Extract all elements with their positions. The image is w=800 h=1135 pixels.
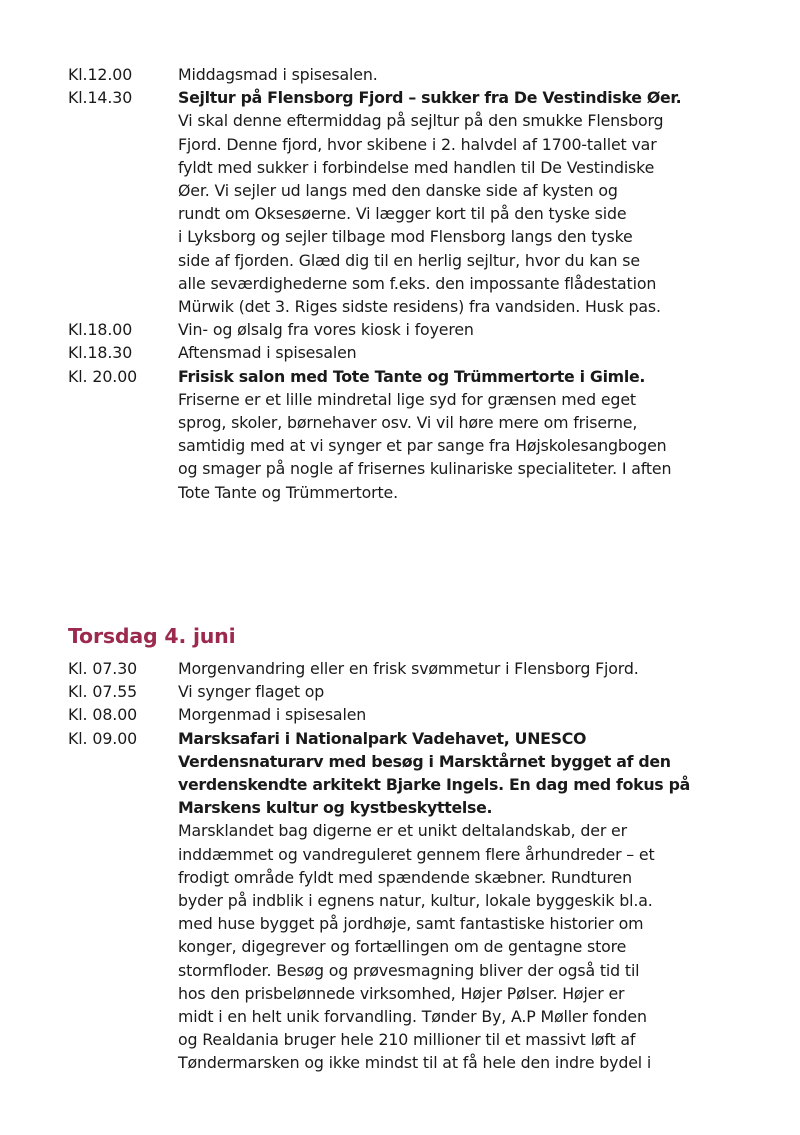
entry-content [178,86,768,318]
entry-time: Kl. 20.00 [68,366,138,386]
entry-title [178,727,768,820]
entry-text-line: Øer. Vi sejler ud langs med den danske side af kysten og [178,181,618,201]
entry-text-line: stormfloder. Besøg og prøvesmagning bliver der også tid til [178,960,640,980]
entry-text-line: Vi synger flaget op [178,682,325,702]
entry-text-line: sprog, skoler, børnehaver osv. Vi vil høre mere om friserne, [178,413,638,433]
entry-title-line: Verdensnaturarv med besøg i Marsktårnet bygget af den [178,751,671,771]
entry-text-line: rundt om Oksesøerne. Vi lægger kort til på den tyske side [178,204,627,224]
entry-title-line: Marskens kultur og kystbeskyttelse. [178,798,493,818]
entry-title-line: Frisisk salon med Tote Tante og Trümmertorte i Gimle. [178,366,646,386]
entry-text-line: inddæmmet og vandreguleret gennem flere århundreder – et [178,844,655,864]
entry-text-line: side af fjorden. Glæd dig til en herlig sejltur, hvor du kan se [178,250,640,270]
wednesday-schedule [68,63,768,504]
entry-text-line: konger, digegrever og fortællingen om de gentagne store [178,937,627,957]
schedule-entry [68,657,768,680]
entry-content [178,341,768,364]
entry-time: Kl. 07.30 [68,659,138,678]
entry-content [178,703,768,726]
schedule-entry [68,680,768,703]
entry-title-line: Sejltur på Flensborg Fjord – sukker fra De Vestindiske Øer. [178,88,682,108]
day-heading: Torsdag 4. juni [68,624,236,648]
schedule-entry [68,63,768,86]
entry-text-line: Mürwik (det 3. Riges sidste residens) fra vandsiden. Husk pas. [178,297,661,317]
entry-content [178,657,768,680]
entry-time: Kl.18.30 [68,343,133,363]
entry-content [178,318,768,341]
entry-title-line: verdenskendte arkitekt Bjarke Ingels. En dag med fokus på [178,775,690,795]
schedule-entry [68,86,768,318]
entry-text-line: Tøndermarsken og ikke mindst til at få hele den indre bydel i [178,1053,652,1073]
entry-text-line: Middagsmad i spisesalen. [178,65,378,84]
entry-text-line: frodigt område fyldt med spændende skæbner. Rundturen [178,867,632,887]
schedule-entry [68,341,768,364]
entry-text-line: fyldt med sukker i forbindelse med handlen til De Vestindiske [178,157,655,177]
thursday-schedule [68,657,768,1075]
entry-text-line: Morgenvandring eller en frisk svømmetur i Flensborg Fjord. [178,659,639,678]
entry-time: Kl. 07.55 [68,682,138,702]
entry-text-line: Marsklandet bag digerne er et unikt deltalandskab, der er [178,821,627,841]
entry-time: Kl. 08.00 [68,705,138,725]
entry-text-line: Fjord. Denne fjord, hvor skibene i 2. halvdel af 1700-tallet var [178,134,657,154]
entry-content [178,727,768,1075]
entry-text-line: samtidig med at vi synger et par sange fra Højskolesangbogen [178,436,667,456]
entry-text-line: med huse bygget på jordhøje, samt fantastiske historier om [178,914,644,934]
entry-time: Kl. 09.00 [68,728,138,748]
schedule-entry [68,703,768,726]
schedule-entry [68,365,768,504]
entry-text-line: og smager på nogle af frisernes kulinariske specialiteter. I aften [178,459,672,479]
entry-text-line: og Realdania bruger hele 210 millioner til et massivt løft af [178,1030,636,1050]
entry-title [178,86,768,109]
entry-text-line: hos den prisbelønnede virksomhed, Højer Pølser. Højer er [178,983,625,1003]
entry-text-line: Vin- og ølsalg fra vores kiosk i foyeren [178,320,474,340]
entry-text-line: Vi skal denne eftermiddag på sejltur på den smukke Flensborg [178,111,664,131]
entry-title-line: Marsksafari i Nationalpark Vadehavet, UNESCO [178,728,587,748]
entry-text-line: midt i en helt unik forvandling. Tønder By, A.P Møller fonden [178,1007,647,1027]
schedule-entry [68,727,768,1075]
entry-time: Kl.18.00 [68,320,133,340]
entry-content [178,63,768,86]
entry-time: Kl.12.00 [68,65,133,84]
entry-text-line: Morgenmad i spisesalen [178,705,367,725]
entry-text-line: alle seværdighederne som f.eks. den impossante flådestation [178,273,657,293]
entry-text-line: Aftensmad i spisesalen [178,343,357,363]
entry-text-line: Friserne er et lille mindretal lige syd for grænsen med eget [178,389,636,409]
entry-time: Kl.14.30 [68,88,133,108]
entry-title [178,365,768,388]
entry-content [178,680,768,703]
entry-content [178,365,768,504]
schedule-entry [68,318,768,341]
entry-text-line: byder på indblik i egnens natur, kultur, lokale byggeskik bl.a. [178,891,653,911]
entry-text-line: Tote Tante og Trümmertorte. [178,482,398,502]
entry-text-line: i Lyksborg og sejler tilbage mod Flensborg langs den tyske [178,227,633,247]
